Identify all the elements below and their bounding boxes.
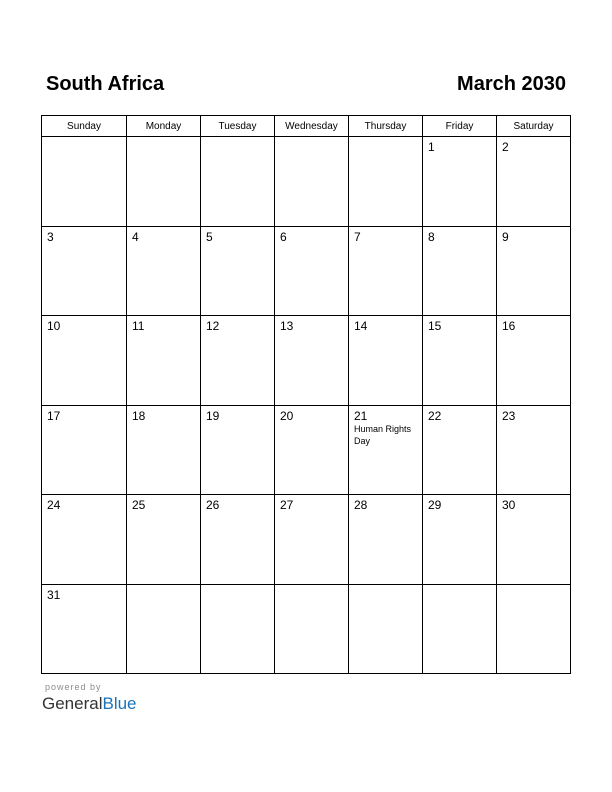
day-cell (423, 495, 497, 585)
day-number (127, 585, 200, 588)
day-cell (127, 137, 201, 227)
weekday-thursday: Thursday (349, 116, 423, 137)
day-cell (127, 316, 201, 406)
day-number (201, 585, 274, 588)
day-cell (275, 405, 349, 495)
day-cell (275, 226, 349, 316)
day-cell (423, 316, 497, 406)
day-number: 12 (206, 319, 220, 333)
logo-text-blue: Blue (102, 694, 137, 713)
day-number: 25 (132, 498, 146, 512)
day-cell (349, 137, 423, 227)
day-cell (423, 226, 497, 316)
day-cell (497, 584, 571, 674)
day-number (127, 137, 200, 140)
day-cell (127, 584, 201, 674)
week-row (42, 316, 571, 406)
holiday-label: Human Rights Day (354, 423, 412, 446)
day-cell (201, 495, 275, 585)
day-cell (349, 316, 423, 406)
week-row (42, 405, 571, 495)
day-number: 19 (206, 408, 220, 423)
day-number: 17 (47, 408, 61, 423)
weekday-monday: Monday (127, 116, 201, 137)
day-number: 7 (354, 229, 361, 244)
day-number: 28 (354, 498, 368, 512)
logo-text-general: General (42, 694, 103, 713)
day-cell (497, 495, 571, 585)
day-number: 11 (132, 319, 145, 333)
day-number (42, 137, 126, 140)
day-number: 21 (354, 408, 368, 423)
day-number: 24 (47, 498, 61, 512)
day-cell (275, 495, 349, 585)
day-cell (275, 316, 349, 406)
day-cell (423, 405, 497, 495)
day-number (275, 585, 348, 588)
day-cell (349, 226, 423, 316)
weekday-tuesday: Tuesday (201, 116, 275, 137)
day-number: 6 (280, 229, 287, 244)
week-row (42, 137, 571, 227)
day-number: 13 (280, 319, 294, 333)
day-number: 22 (428, 408, 442, 423)
generalblue-logo[interactable] (42, 693, 137, 715)
weekday-saturday: Saturday (497, 116, 571, 137)
day-number: 2 (502, 140, 509, 154)
day-cell (127, 495, 201, 585)
day-number: 20 (280, 408, 294, 423)
day-number (349, 137, 422, 140)
powered-by-label: powered by (45, 682, 102, 692)
day-cell (42, 405, 127, 495)
day-number: 10 (47, 319, 61, 333)
day-number: 27 (280, 498, 294, 512)
day-number (423, 585, 496, 588)
day-cell (42, 226, 127, 316)
day-number: 8 (428, 229, 435, 244)
day-number: 31 (47, 587, 61, 602)
day-cell (201, 405, 275, 495)
day-cell (423, 584, 497, 674)
day-number: 15 (428, 319, 442, 333)
day-cell (497, 316, 571, 406)
day-cell (349, 495, 423, 585)
day-cell (423, 137, 497, 227)
day-cell (497, 226, 571, 316)
weekday-sunday: Sunday (42, 116, 127, 137)
day-number: 30 (502, 498, 516, 512)
day-number (275, 137, 348, 140)
weekday-header-row (42, 116, 571, 137)
day-number: 3 (47, 229, 54, 244)
country-title: South Africa (46, 73, 165, 95)
week-row (42, 495, 571, 585)
day-cell (497, 405, 571, 495)
week-row (42, 226, 571, 316)
day-cell (127, 226, 201, 316)
day-cell (42, 495, 127, 585)
day-number: 23 (502, 408, 516, 423)
day-number: 9 (502, 229, 509, 244)
day-cell (201, 316, 275, 406)
day-number: 1 (428, 140, 435, 154)
day-cell (42, 584, 127, 674)
day-number: 14 (354, 319, 368, 333)
day-number: 5 (206, 229, 213, 244)
day-cell-holiday (349, 405, 423, 495)
day-number: 29 (428, 498, 442, 512)
day-cell (275, 584, 349, 674)
day-cell (201, 584, 275, 674)
calendar-grid (41, 115, 571, 674)
weekday-friday: Friday (423, 116, 497, 137)
day-number: 16 (502, 319, 516, 333)
week-row (42, 584, 571, 674)
day-cell (201, 137, 275, 227)
day-number: 4 (132, 229, 139, 244)
day-cell (497, 137, 571, 227)
day-cell (201, 226, 275, 316)
day-number: 18 (132, 408, 146, 423)
day-number (497, 585, 570, 588)
day-number: 26 (206, 498, 220, 512)
weekday-wednesday: Wednesday (275, 116, 349, 137)
day-cell (42, 137, 127, 227)
day-number (349, 585, 422, 588)
day-cell (349, 584, 423, 674)
day-cell (42, 316, 127, 406)
month-year-title: March 2030 (457, 73, 566, 95)
day-number (201, 137, 274, 140)
day-cell (275, 137, 349, 227)
day-cell (127, 405, 201, 495)
